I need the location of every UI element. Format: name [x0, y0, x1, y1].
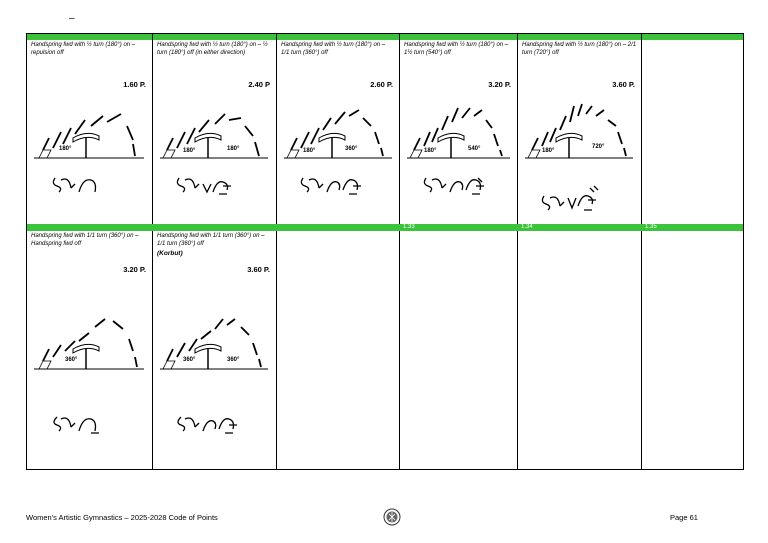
symbol-icon [47, 411, 111, 435]
empty-cell [518, 231, 642, 469]
element-value: 3.20 P. [123, 265, 146, 274]
symbol-icon [47, 174, 107, 196]
element-cell [400, 34, 518, 224]
vault-drawing [29, 311, 149, 381]
fig-logo-icon [383, 508, 401, 526]
element-value: 1.60 P. [123, 80, 146, 89]
elements-table [26, 33, 744, 470]
element-number-label: 1.35 [645, 224, 657, 230]
element-description: Handspring fwd with ½ turn (180°) on – repulsion off [31, 42, 136, 56]
empty-cell [642, 231, 743, 469]
empty-cell [642, 34, 743, 224]
vault-drawing [155, 100, 273, 170]
vault-drawing [279, 100, 397, 170]
vault-drawing [402, 100, 514, 170]
symbol-icon [173, 174, 243, 196]
element-description [157, 233, 272, 258]
turn-label: 180° [424, 148, 437, 154]
turn-label: 180° [183, 148, 196, 154]
element-description: Handspring fwd with ½ turn (180°) on – 2/1 turn (720°) off [522, 42, 637, 56]
element-description [31, 233, 148, 249]
element-number-label: 1.33 [403, 224, 415, 230]
element-description-text: Handspring fwd with 1/1 turn (360°) on – 1/1 turn (360°) off [157, 233, 265, 247]
element-description-text: Handspring fwd with 1/1 turn (360°) on – Handspring fwd off [31, 233, 139, 247]
turn-label: 180° [303, 148, 316, 154]
turn-label: 180° [59, 146, 72, 152]
turn-label: 360° [227, 357, 240, 363]
turn-label: 360° [345, 146, 358, 152]
turn-label: 180° [542, 148, 555, 154]
symbol-icon [297, 174, 367, 196]
page-number: Page 61 [670, 513, 698, 522]
element-value: 2.40 P [248, 80, 270, 89]
element-cell [518, 34, 642, 224]
element-cell [153, 34, 277, 224]
element-value: 3.60 P. [612, 80, 635, 89]
symbol-icon [173, 411, 243, 435]
turn-label: 720° [592, 144, 605, 150]
empty-cell [400, 231, 518, 469]
turn-label: 180° [227, 146, 240, 152]
element-cell [27, 231, 153, 469]
table-row-2 [27, 231, 743, 469]
element-cell [27, 34, 153, 224]
element-description: Handspring fwd with ½ turn (180°) on – 1/1 turn (360°) off [281, 42, 386, 56]
element-name: (Korbut) [157, 249, 183, 257]
element-description: Handspring fwd with ½ turn (180°) on – ½ turn (180°) off (in either direction) [157, 42, 268, 56]
turn-label: 360° [65, 357, 78, 363]
vault-drawing [520, 100, 638, 170]
element-cell [153, 231, 277, 469]
turn-label: 540° [468, 146, 481, 152]
element-value: 3.60 P. [247, 265, 270, 274]
symbol-icon [420, 174, 490, 196]
element-number-label: 1.34 [521, 224, 533, 230]
row-separator-bar [27, 224, 743, 231]
empty-cell [277, 231, 400, 469]
symbol-icon [538, 184, 608, 214]
element-description: Handspring fwd with ½ turn (180°) on – 1½ turn (540°) off [404, 42, 509, 56]
element-value: 2.60 P. [370, 80, 393, 89]
vault-drawing [155, 311, 273, 381]
vault-drawing [29, 100, 149, 170]
turn-label: 360° [183, 357, 196, 363]
element-value: 3.20 P. [488, 80, 511, 89]
table-row-1 [27, 34, 743, 224]
top-dash-mark: – [69, 13, 75, 24]
element-cell [277, 34, 400, 224]
footer-title: Women's Artistic Gymnastics – 2025-2028 Code of Points [26, 513, 218, 522]
